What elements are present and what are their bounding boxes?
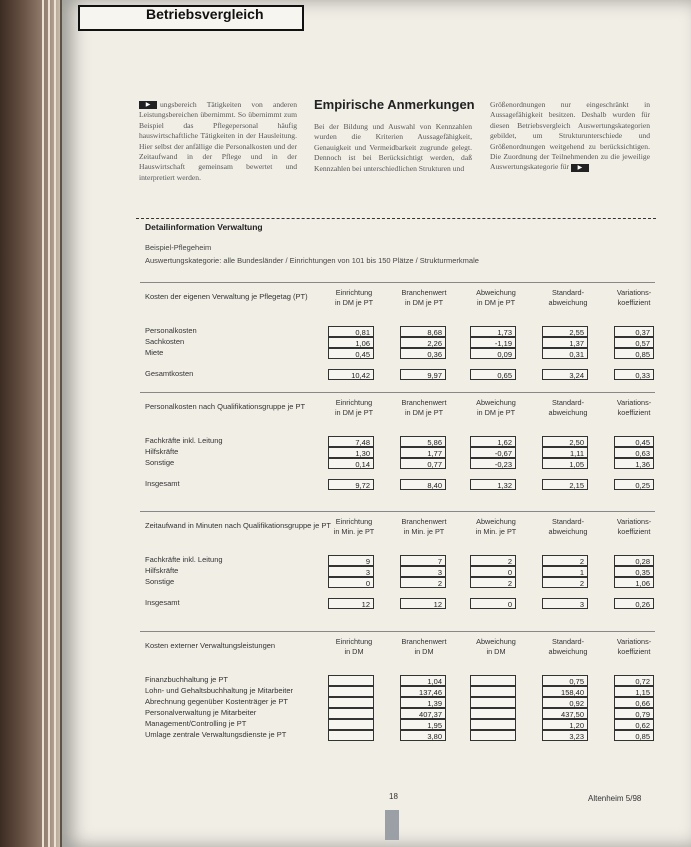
value-cell: 158,40 <box>542 686 588 697</box>
value-cell: 0,37 <box>614 326 654 337</box>
value-cell: 0,66 <box>614 697 654 708</box>
row-label: Miete <box>145 348 164 357</box>
row-label: Lohn- und Gehaltsbuchhaltung je Mitarbeiter <box>145 686 294 695</box>
value-cell: 0,77 <box>400 458 446 469</box>
value-cell <box>328 730 374 741</box>
section-divider <box>140 631 655 632</box>
section-divider <box>140 282 655 283</box>
page-tab <box>385 810 399 840</box>
section-divider <box>140 392 655 393</box>
row-label: Hilfskräfte <box>145 566 179 575</box>
value-cell: 0,63 <box>614 447 654 458</box>
row-label: Sonstige <box>145 458 175 467</box>
row-label: Sonstige <box>145 577 175 586</box>
value-cell: 0,85 <box>614 348 654 359</box>
section-label: Kosten der eigenen Verwaltung je Pflegetag (PT) <box>145 292 308 301</box>
column-header: Abweichung in DM <box>476 637 516 656</box>
value-cell: 7,48 <box>328 436 374 447</box>
column-header: Abweichung in DM je PT <box>476 288 516 307</box>
total-value-cell: 12 <box>400 598 446 609</box>
column-header: Variations- koeffizient <box>616 517 652 536</box>
text-column-3-body: Größenordnungen nur eingeschränkt in Aussagefähigkeit besitzen. Deshalb wurden für diesen Betriebsvergleich Auswertungskategorien gebildet, um Strukturunterschiede und Größenordnungen weitgehend zu berücksichtigen. Die Zuordnung der Teilnehmenden zu die jeweilige Auswertungskategorie für <box>490 100 650 172</box>
column-header: Branchenwert in DM je PT <box>401 288 447 307</box>
value-cell: 0,72 <box>614 675 654 686</box>
row-label: Hilfskräfte <box>145 447 179 456</box>
value-cell: 8,68 <box>400 326 446 337</box>
row-label: Management/Controlling je PT <box>145 719 247 728</box>
column-header: Abweichung in DM je PT <box>476 398 516 417</box>
column-header: Variations- koeffizient <box>616 637 652 656</box>
value-cell: 0,81 <box>328 326 374 337</box>
column-header: Branchenwert in DM <box>401 637 447 656</box>
value-cell: 0,28 <box>614 555 654 566</box>
value-cell <box>328 719 374 730</box>
column-header: Variations- koeffizient <box>616 398 652 417</box>
value-cell: 0,31 <box>542 348 588 359</box>
value-cell: 9 <box>328 555 374 566</box>
infobox-border <box>136 218 656 219</box>
value-cell: 0,79 <box>614 708 654 719</box>
section-header: Betriebsvergleich <box>146 6 264 22</box>
total-value-cell: 0,25 <box>614 479 654 490</box>
value-cell: 0,09 <box>470 348 516 359</box>
value-cell: 3 <box>328 566 374 577</box>
total-value-cell: 9,97 <box>400 369 446 380</box>
value-cell: 1,30 <box>328 447 374 458</box>
value-cell: 1,20 <box>542 719 588 730</box>
total-value-cell: 0,26 <box>614 598 654 609</box>
value-cell: 0,45 <box>614 436 654 447</box>
magazine-issue: Altenheim 5/98 <box>588 794 642 803</box>
infobox-subtitle: Beispiel-Pflegeheim <box>145 243 212 252</box>
column-header: Branchenwert in Min. je PT <box>401 517 447 536</box>
value-cell <box>470 675 516 686</box>
row-label: Fachkräfte inkl. Leitung <box>145 555 223 564</box>
value-cell: 3,80 <box>400 730 446 741</box>
page-number: 18 <box>389 792 398 801</box>
article-heading: Empirische Anmerkungen <box>314 97 475 112</box>
value-cell: 1,05 <box>542 458 588 469</box>
value-cell: 1,37 <box>542 337 588 348</box>
total-value-cell: 0,65 <box>470 369 516 380</box>
total-label: Insgesamt <box>145 598 180 607</box>
value-cell: 5,86 <box>400 436 446 447</box>
value-cell: 1,73 <box>470 326 516 337</box>
page-edge <box>54 0 56 847</box>
column-header: Standard- abweichung <box>548 637 588 656</box>
total-value-cell: 9,72 <box>328 479 374 490</box>
page-edge <box>48 0 50 847</box>
value-cell: 407,37 <box>400 708 446 719</box>
column-header: Abweichung in Min. je PT <box>475 517 517 536</box>
value-cell: 1,15 <box>614 686 654 697</box>
page-edge <box>42 0 44 847</box>
value-cell: 1,39 <box>400 697 446 708</box>
column-header: Standard- abweichung <box>548 288 588 307</box>
value-cell: 0,85 <box>614 730 654 741</box>
value-cell: 0,75 <box>542 675 588 686</box>
value-cell: -1,19 <box>470 337 516 348</box>
continuation-icon: ▶ <box>571 164 589 172</box>
value-cell: 2 <box>400 577 446 588</box>
value-cell: -0,23 <box>470 458 516 469</box>
value-cell: 2 <box>470 555 516 566</box>
section-label: Zeitaufwand in Minuten nach Qualifikationsgruppe je PT <box>145 521 331 530</box>
column-header: Standard- abweichung <box>548 398 588 417</box>
value-cell: 0,35 <box>614 566 654 577</box>
value-cell: -0,67 <box>470 447 516 458</box>
total-value-cell: 2,15 <box>542 479 588 490</box>
value-cell <box>328 708 374 719</box>
row-label: Fachkräfte inkl. Leitung <box>145 436 223 445</box>
infobox-category: Auswertungskategorie: alle Bundesländer / Einrichtungen von 101 bis 150 Plätze / Strukturmerkmale <box>145 256 479 265</box>
value-cell <box>470 730 516 741</box>
value-cell: 1,77 <box>400 447 446 458</box>
total-label: Insgesamt <box>145 479 180 488</box>
value-cell <box>470 708 516 719</box>
column-header: Variations- koeffizient <box>616 288 652 307</box>
value-cell <box>470 719 516 730</box>
value-cell: 1,04 <box>400 675 446 686</box>
row-label: Finanzbuchhaltung je PT <box>145 675 228 684</box>
row-label: Personalkosten <box>145 326 197 335</box>
text-column-2: Bei der Bildung und Auswahl von Kennzahlen wurden die Kriterien Aussagefähigkeit, Genauigkeit und Vermeidbarkeit zugrunde gelegt. Dennoch ist bei Berücksichtigt werden, daß Kennzahlen bei unterschiedlichen Strukturen und <box>314 122 472 173</box>
text-column-3 <box>490 100 650 173</box>
continuation-icon: ▶ <box>139 101 157 109</box>
row-label: Sachkosten <box>145 337 185 346</box>
value-cell <box>328 697 374 708</box>
value-cell: 0 <box>328 577 374 588</box>
column-header: Einrichtung in Min. je PT <box>333 517 375 536</box>
text-column-1-body: ungsbereich Tätigkeiten von anderen Leistungsbereichen übernimmt. So übernimmt zum Beispiel das Pflegepersonal häufig hauswirtschaftliche Tätigkeiten in der Hausleitung. Hier selbst der anfällige die Personalkosten und der Zeitaufwand in der Pflege und in der Hauswirtschaft gemeinsam bewertet und interpretiert werden. <box>139 100 297 182</box>
value-cell: 3 <box>400 566 446 577</box>
value-cell <box>470 686 516 697</box>
value-cell: 3,23 <box>542 730 588 741</box>
value-cell: 2 <box>542 577 588 588</box>
value-cell: 0,14 <box>328 458 374 469</box>
value-cell: 0,92 <box>542 697 588 708</box>
total-value-cell: 3,24 <box>542 369 588 380</box>
value-cell: 1,95 <box>400 719 446 730</box>
value-cell: 1,06 <box>614 577 654 588</box>
text-column-1 <box>139 100 297 183</box>
total-value-cell: 0 <box>470 598 516 609</box>
value-cell: 0,36 <box>400 348 446 359</box>
value-cell: 1,11 <box>542 447 588 458</box>
row-label: Abrechnung gegenüber Kostenträger je PT <box>145 697 289 706</box>
value-cell: 1,62 <box>470 436 516 447</box>
value-cell: 2 <box>542 555 588 566</box>
column-header: Branchenwert in DM je PT <box>401 398 447 417</box>
value-cell: 0,62 <box>614 719 654 730</box>
value-cell: 2,50 <box>542 436 588 447</box>
value-cell: 2 <box>470 577 516 588</box>
total-value-cell: 12 <box>328 598 374 609</box>
total-value-cell: 8,40 <box>400 479 446 490</box>
row-label: Umlage zentrale Verwaltungsdienste je PT <box>145 730 287 739</box>
value-cell <box>470 697 516 708</box>
total-value-cell: 0,33 <box>614 369 654 380</box>
column-header: Einrichtung in DM je PT <box>334 288 374 307</box>
column-header: Standard- abweichung <box>548 517 588 536</box>
value-cell <box>328 686 374 697</box>
total-label: Gesamtkosten <box>145 369 194 378</box>
total-value-cell: 3 <box>542 598 588 609</box>
value-cell: 1,36 <box>614 458 654 469</box>
value-cell: 437,50 <box>542 708 588 719</box>
section-label: Personalkosten nach Qualifikationsgruppe je PT <box>145 402 306 411</box>
value-cell: 7 <box>400 555 446 566</box>
value-cell: 0 <box>470 566 516 577</box>
value-cell: 0,45 <box>328 348 374 359</box>
value-cell: 1,06 <box>328 337 374 348</box>
section-label: Kosten externer Verwaltungsleistungen <box>145 641 276 650</box>
infobox-title: Detailinformation Verwaltung <box>145 222 263 232</box>
value-cell: 0,57 <box>614 337 654 348</box>
row-label: Personalverwaltung je Mitarbeiter <box>145 708 257 717</box>
book-spine <box>0 0 60 847</box>
total-value-cell: 1,32 <box>470 479 516 490</box>
total-value-cell: 10,42 <box>328 369 374 380</box>
value-cell: 137,46 <box>400 686 446 697</box>
column-header: Einrichtung in DM je PT <box>334 398 374 417</box>
value-cell: 2,26 <box>400 337 446 348</box>
value-cell: 1 <box>542 566 588 577</box>
value-cell <box>328 675 374 686</box>
section-divider <box>140 511 655 512</box>
value-cell: 2,55 <box>542 326 588 337</box>
column-header: Einrichtung in DM <box>335 637 373 656</box>
